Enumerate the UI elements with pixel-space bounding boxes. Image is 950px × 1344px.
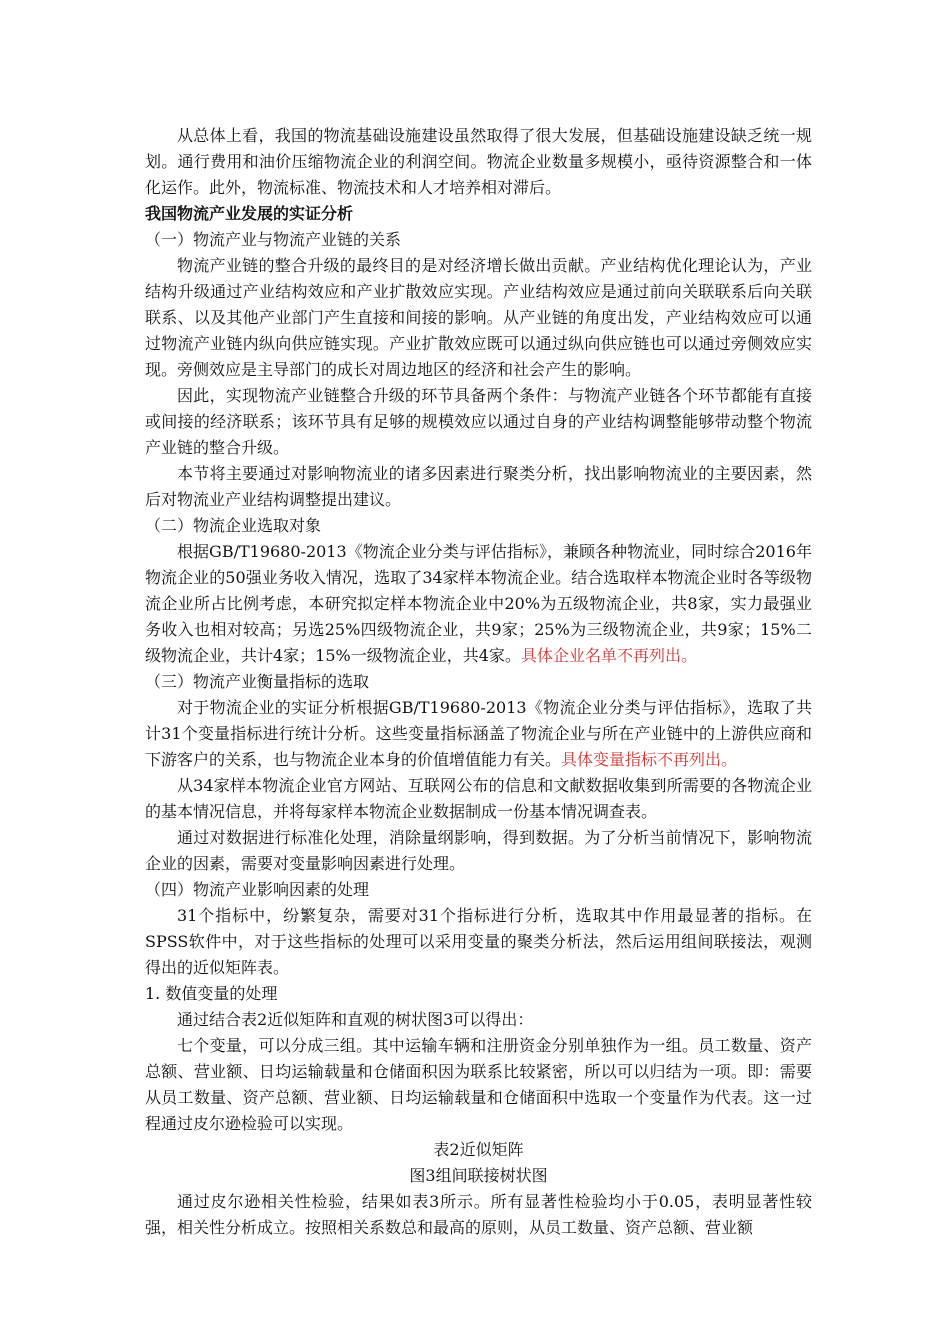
paragraph-standardization: 通过对数据进行标准化处理，消除量纲影响，得到数据。为了分析当前情况下，影响物流企业的因素，需要对变量影响因素进行处理。	[145, 828, 812, 873]
paragraph-industry-chain: 物流产业链的整合升级的最终目的是对经济增长做出贡献。产业结构优化理论认为，产业结构升级通过产业结构效应和产业扩散效应实现。产业结构效应是通过前向关联联系后向关联联系、以及其他产业部门产生直接和间接的影响。从产业链的角度出发，产业结构效应可以通过物流产业链内纵向供应链实现。产业扩散效应既可以通过纵向供应链也可以通过旁侧效应实现。旁侧效应是主导部门的成长对周边地区的经济和社会产生的影响。	[145, 256, 812, 379]
sample-selection-text: 根据GB/T19680-2013《物流企业分类与评估指标》，兼顾各种物流业，同时综合2016年物流企业的50强业务收入情况，选取了34家样本物流企业。结合选取样本物流企业时各等级物流企业所占比例考虑，本研究拟定样本物流企业中20%为五级物流企业，共8家，实力最强业务收入也相对较高；另选25%四级物流企业，共9家；25%为三级物流企业，共9家；15%二级物流企业，共计4家；15%一级物流企业，共4家。	[145, 542, 812, 665]
paragraph-matrix-intro: 通过结合表2近似矩阵和直观的树状图3可以得出：	[177, 1010, 534, 1029]
table-caption: 表2近似矩阵	[433, 1140, 524, 1159]
section-heading-main: 我国物流产业发展的实证分析	[145, 204, 354, 223]
indicators-text: 对于物流企业的实证分析根据GB/T19680-2013《物流企业分类与评估指标》，选取了共计31个变量指标进行统计分析。这些变量指标涵盖了物流企业与所在产业链中的上游供应商和下游客户的关系，也与物流企业本身的价值增值能力有关。	[145, 698, 812, 769]
document-body	[145, 123, 812, 1241]
paragraph-cluster-method: 31个指标中，纷繁复杂，需要对31个指标进行分析，选取其中作用最显著的指标。在SPSS软件中，对于这些指标的处理可以采用变量的聚类分析法，然后运用组间联接法，观测得出的近似矩阵表。	[145, 906, 812, 977]
subsection-heading-4: （四）物流产业影响因素的处理	[145, 880, 370, 899]
subsection-heading-2: （二）物流企业选取对象	[145, 516, 322, 535]
paragraph-conditions: 因此，实现物流产业链整合升级的环节具备两个条件：与物流产业链各个环节都能有直接或间接的经济联系；该环节具有足够的规模效应以通过自身的产业结构调整能够带动整个物流产业链的整合升级。	[145, 386, 812, 457]
paragraph-pearson-test: 通过皮尔逊相关性检验，结果如表3所示。所有显著性检验均小于0.05，表明显著性较强，相关性分析成立。按照相关系数总和最高的原则，从员工数量、资产总额、营业额	[145, 1192, 812, 1237]
indicators-note-red: 具体变量指标不再列出。	[561, 750, 738, 769]
figure-caption: 图3组间联接树状图	[409, 1166, 548, 1185]
paragraph-indicators	[145, 695, 812, 773]
paragraph-section-intro: 本节将主要通过对影响物流业的诸多因素进行聚类分析，找出影响物流业的主要因素，然后对物流业产业结构调整提出建议。	[145, 464, 812, 509]
paragraph-variable-groups: 七个变量，可以分成三组。其中运输车辆和注册资金分别单独作为一组。员工数量、资产总额、营业额、日均运输载量和仓储面积因为联系比较紧密，所以可以归结为一项。即：需要从员工数量、资产总额、营业额、日均运输载量和仓储面积中选取一个变量作为代表。这一过程通过皮尔逊检验可以实现。	[145, 1036, 812, 1133]
paragraph-sample-selection	[145, 539, 812, 669]
paragraph-data-source: 从34家样本物流企业官方网站、互联网公布的信息和文献数据收集到所需要的各物流企业的基本情况信息，并将每家样本物流企业数据制成一份基本情况调查表。	[145, 776, 812, 821]
subsection-heading-3: （三）物流产业衡量指标的选取	[145, 672, 370, 691]
sample-note-red: 具体企业名单不再列出。	[520, 646, 697, 665]
subsubsection-heading-1: 1. 数值变量的处理	[145, 984, 278, 1003]
subsection-heading-1: （一）物流产业与物流产业链的关系	[145, 230, 402, 249]
paragraph-overview: 从总体上看，我国的物流基础设施建设虽然取得了很大发展，但基础设施建设缺乏统一规划。通行费用和油价压缩物流企业的利润空间。物流企业数量多规模小，亟待资源整合和一体化运作。此外，物流标准、物流技术和人才培养相对滞后。	[145, 126, 812, 197]
